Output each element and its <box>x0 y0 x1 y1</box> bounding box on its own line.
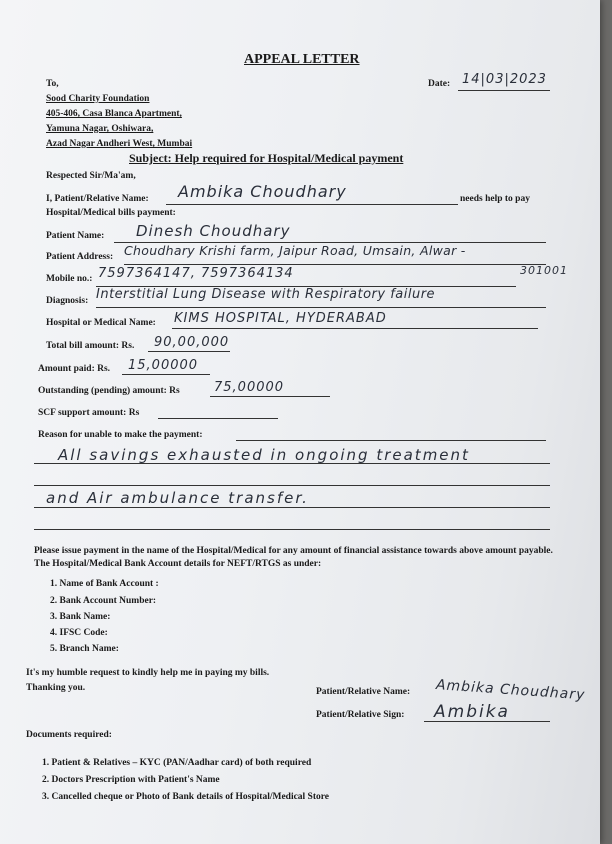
thanking-text: Thanking you. <box>26 683 86 693</box>
hospital-label: Hospital or Medical Name: <box>46 318 156 328</box>
bank-item-account-name: 1. Name of Bank Account : <box>50 579 159 589</box>
diagnosis-label: Diagnosis: <box>46 296 89 306</box>
sign-name-value: Ambika Choudhary <box>435 677 586 704</box>
reason-line-4 <box>34 529 550 530</box>
scf-label: SCF support amount: Rs <box>38 408 140 418</box>
total-bill-value: 90,00,000 <box>154 335 230 350</box>
intro-suffix: needs help to pay <box>460 194 530 204</box>
total-bill-label: Total bill amount: Rs. <box>46 341 135 351</box>
page-title: APPEAL LETTER <box>244 52 360 67</box>
bank-item-branch: 5. Branch Name: <box>50 644 119 654</box>
reason-handwritten-1: All savings exhausted in ongoing treatment <box>58 446 470 464</box>
doc-item-cheque: 3. Cancelled cheque or Photo of Bank details of Hospital/Medical Store <box>42 792 330 802</box>
date-label: Date: <box>428 79 451 89</box>
sign-label: Patient/Relative Sign: <box>316 710 405 720</box>
outstanding-value: 75,00000 <box>214 380 285 395</box>
subject-line: Subject: Help required for Hospital/Medical payment <box>129 151 404 165</box>
bank-item-account-number: 2. Bank Account Number: <box>50 596 157 606</box>
relative-name-handwritten: Ambika Choudhary <box>178 182 347 201</box>
intro-label: I, Patient/Relative Name: <box>46 194 149 204</box>
diagnosis-value: Interstitial Lung Disease with Respiratory failure <box>96 287 436 302</box>
signature-line <box>424 721 550 722</box>
address-line-4: Azad Nagar Andheri West, Mumbai <box>46 139 193 149</box>
closing-request: It's my humble request to kindly help me in paying my bills. <box>26 668 270 678</box>
doc-item-prescription: 2. Doctors Prescription with Patient's Name <box>42 775 220 785</box>
hospital-line <box>172 328 538 329</box>
reason-line-0 <box>236 440 546 441</box>
payment-note: Please issue payment in the name of the Hospital/Medical for any amount of financial assistance towards above amount payable. The Hospital/Medical Bank Account details for NEFT/RTGS as under: <box>34 546 553 569</box>
relative-name-line <box>166 204 458 205</box>
to-label: To, <box>46 79 59 89</box>
doc-item-kyc: 1. Patient & Relatives – KYC (PAN/Aadhar card) of both required <box>42 758 312 768</box>
hospital-value: KIMS HOSPITAL, HYDERABAD <box>174 311 387 326</box>
bank-item-bank-name: 3. Bank Name: <box>50 612 111 622</box>
patient-address-pin: 301001 <box>520 264 568 277</box>
address-line-1: Sood Charity Foundation <box>46 94 150 104</box>
reason-line-3 <box>34 507 550 508</box>
outstanding-line <box>210 396 330 397</box>
sign-name-label: Patient/Relative Name: <box>316 687 411 697</box>
reason-label: Reason for unable to make the payment: <box>38 430 203 440</box>
address-line-2: 405-406, Casa Blanca Apartment, <box>46 109 182 119</box>
bank-item-ifsc: 4. IFSC Code: <box>50 628 108 638</box>
reason-handwritten-2: and Air ambulance transfer. <box>46 489 309 507</box>
diagnosis-line <box>96 307 546 308</box>
patient-address-line <box>124 264 546 265</box>
amount-paid-value: 15,00000 <box>128 358 199 373</box>
total-bill-line <box>148 351 230 352</box>
mobile-label: Mobile no.: <box>46 274 93 284</box>
docs-heading: Documents required: <box>26 730 112 740</box>
date-value: 14|03|2023 <box>462 72 547 87</box>
reason-line-2 <box>34 485 550 486</box>
outstanding-label: Outstanding (pending) amount: Rs <box>38 386 180 396</box>
signature: Ambika <box>434 702 510 722</box>
scf-line <box>158 418 278 419</box>
date-underline <box>458 90 550 91</box>
mobile-value: 7597364147, 7597364134 <box>98 266 294 281</box>
patient-name-value: Dinesh Choudhary <box>136 222 291 240</box>
patient-name-label: Patient Name: <box>46 231 105 241</box>
amount-paid-line <box>122 374 210 375</box>
reason-line-1 <box>34 463 550 464</box>
address-line-3: Yamuna Nagar, Oshiwara, <box>46 124 154 134</box>
salutation: Respected Sir/Ma'am, <box>46 171 136 181</box>
patient-address-label: Patient Address: <box>46 252 114 262</box>
amount-paid-label: Amount paid: Rs. <box>38 364 111 374</box>
intro-cont: Hospital/Medical bills payment: <box>46 208 176 218</box>
patient-address-value: Choudhary Krishi farm, Jaipur Road, Umsain, Alwar - <box>124 243 466 258</box>
